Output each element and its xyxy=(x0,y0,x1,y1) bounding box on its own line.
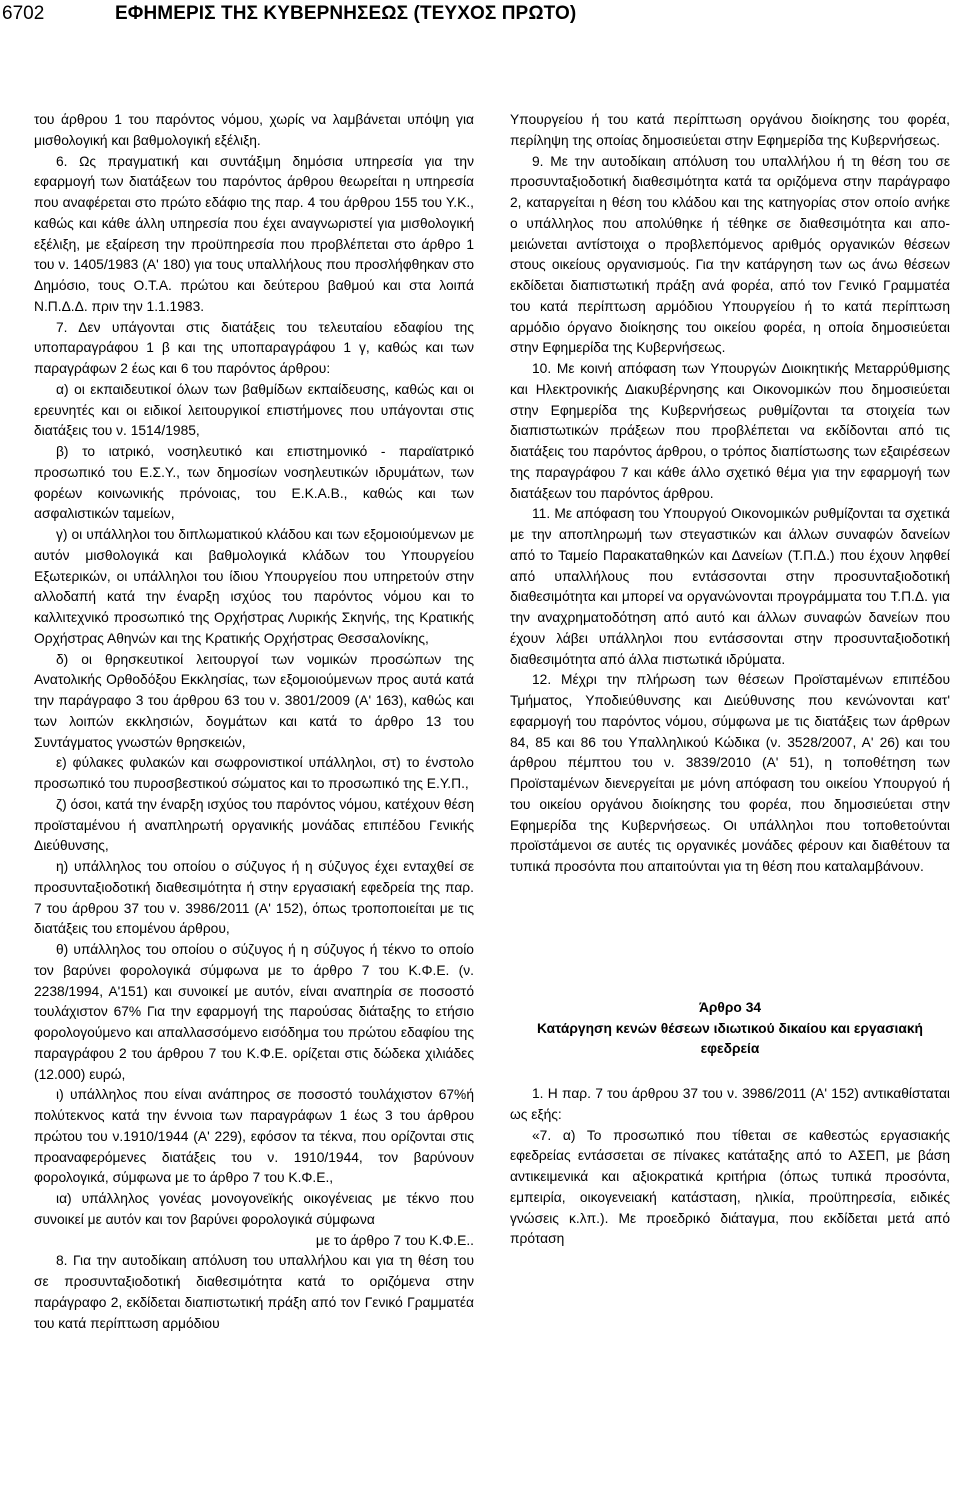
paragraph: ια) υπάλληλος γονέας μονογονεϊκής οικογένειας με τέκνο που συνοικεί με αυτόν και τον βαρύνει φορολογικά σύμφωνα xyxy=(34,1191,474,1227)
paragraph: 6. Ως πραγματική και συντάξιμη δημόσια υπηρεσία για την εφαρμογή των διατάξεων του παρόντος άρθρου θεωρείται η υπηρεσία που αναφέρεται στο πρώτο εδάφιο της παρ. 4 του άρθρου 155 του Υ.Κ., καθώς και κάθε άλλη υπηρεσία που έχει αναγνωριστεί για μισθολογική εξέλιξη, με εξαίρεση την προϋπηρεσία που προβλέπεται στο άρθρο 1 του ν. 1405/1983 (Α' 180) για τους υπαλλήλους που προσλήφθηκαν στο Δημόσιο, τους Ο.Τ.Α. πρώτου και δεύτερου βαθμού και στα λοιπά Ν.Π.Δ.Δ. πριν την 1.1.1983. xyxy=(34,153,474,314)
paragraph: ε) φύλακες φυλακών και σωφρονιστικοί υπάλληλοι, στ) το ένστολο προσωπικό του πυροσβεστικού σώματος και το προσωπικό της Ε.Υ.Π., xyxy=(34,755,474,791)
left-column xyxy=(34,110,474,1334)
paragraph: η) υπάλληλος του οποίου ο σύζυγος ή η σύζυγος έχει ενταχθεί σε προσυνταξιοδοτική διαθεσιμότητα ή στην εργασιακή εφεδρεία της παρ. 7 του άρθρου 37 του ν. 3986/2011 (Α' 152), όπως τροποποιείται με τις διατάξεις του επομένου άρθρου, xyxy=(34,859,474,937)
paragraph: θ) υπάλληλος του οποίου ο σύζυγος ή η σύζυγος ή τέκνο το οποίο τον βαρύνει φορολογικά σύμφωνα με το άρθρο 7 του Κ.Φ.Ε. (ν. 2238/1994, Α'151) και συνοικεί με αυτόν, είναι αναπηρία σε ποσοστό τουλάχιστον 67% Για την εφαρμογή της παρούσας διάταξης το ετήσιο φορολογούμενο και απαλλασσόμενο εισόδημα του πρώτου εδαφίου της παραγράφου 2 του άρθρου 7 του Κ.Φ.Ε. ορίζεται στις δώδεκα χιλιάδες (12.000) ευρώ, xyxy=(34,942,474,1082)
paragraph: 12. Μέχρι την πλήρωση των θέσεων Προϊσταμένων επιπέδου Τμήματος, Υποδιεύθυνσης και Διεύθυνσης που κενώνονται κατ' εφαρμογή του παρόντος νόμου, σύμφωνα με τις διατάξεις των άρθρων 84, 85 και 86 του Υπαλληλικού Κώδικα (ν. 3528/2007, Α' 26) και του άρθρου πέμπτου του ν. 3839/2010 (Α' 51), η τοποθέτηση των Προϊσταμένων διενεργείται με μόνη απόφαση του οικείου Υπουργού ή του οικείου οργάνου διοίκησης του φορέα, που δημοσιεύεται στην Εφημερίδα της Κυβερνήσεως. Οι υπάλληλοι που τοποθετούνται προϊστάμενοι σε αυτές τις οργανικές μονάδες φέρουν και διαθέτουν τα τυπικά προσόντα που απαιτούνται για τη θέση που καταλαμβάνουν. xyxy=(510,672,950,874)
article-title: Κατάργηση κενών θέσεων ιδιωτικού δικαίου και εργασιακή εφεδρεία xyxy=(537,1020,923,1057)
journal-title: ΕΦΗΜΕΡΙΣ ΤΗΣ ΚΥΒΕΡΝΗΣΕΩΣ (ΤΕΥΧΟΣ ΠΡΩΤΟ) xyxy=(115,3,577,24)
spacer xyxy=(510,1060,950,1084)
right-column xyxy=(510,110,950,1250)
page-header xyxy=(0,0,960,40)
paragraph: 7. Δεν υπάγονται στις διατάξεις του τελευταίου εδαφίου της υποπαραγράφου 1 β και της υποπαραγράφου 1 γ, καθώς και των παραγράφων 2 έως και 6 του παρόντος άρθρου: xyxy=(34,319,474,376)
paragraph: Υπουργείου ή του κατά περίπτωση οργάνου διοίκησης του φορέα, περίληψη της οποίας δημοσιεύεται στην Εφημερίδα της Κυβερνήσεως. xyxy=(510,112,950,148)
paragraph: 8. Για την αυτοδίκαιη απόλυση του υπαλλήλου και για τη θέση του σε προσυνταξιοδοτική διαθεσιμότητα κατά το οριζόμενα στην παράγραφο 2, εκδίδεται διαπιστωτική πράξη από τον Γενικό Γραμματέα του κατά περίπτωση αρμόδιου xyxy=(34,1253,474,1331)
spacer xyxy=(510,878,950,998)
page-number: 6702 xyxy=(2,3,45,24)
paragraph: α) οι εκπαιδευτικοί όλων των βαθμίδων εκπαίδευσης, καθώς και οι ερευνητές και οι ειδικοί λειτουργικοί επιστήμονες που υπάγονται στις διατάξεις του ν. 1514/1985, xyxy=(34,381,474,439)
paragraph: γ) οι υπάλληλοι του διπλωματικού κλάδου και των εξομοιούμενων με αυτόν μισθολογικά και βαθμολογικά κλάδων του Υπουργείου Εξωτερικών, οι υπάλληλοι του ίδιου Υπουργείου που υπηρετούν στην αλλοδαπή κατά την έναρξη ισχύος του παρόντος νόμου και το καλλιτεχνικό προσωπικό της Ορχήστρας Λυρικής Σκηνής, της Κρατικής Ορχήστρας Αθηνών και της Κρατικής Ορχήστρας Θεσσαλονίκης, xyxy=(34,527,474,646)
paragraph: με το άρθρο 7 του Κ.Φ.Ε.. xyxy=(315,1232,474,1248)
article-number: Άρθρο 34 xyxy=(698,999,762,1015)
paragraph: «7. α) Το προσωπικό που τίθεται σε καθεστώς εργασιακής εφεδρείας εντάσσεται σε πίνακες κατάταξης από το ΑΣΕΠ, με βάση αντικειμενικά και αξιοκρατικά κριτήρια (όπως τυπικά προσόντα, εμπειρία, οικογενειακή κατάσταση, ηλικία, προϋπηρεσία, ειδικές γνώσεις κ.λπ.). Με προεδρικό διάταγμα, που εκδίδεται μετά από πρόταση xyxy=(510,1127,950,1247)
paragraph: 11. Με απόφαση του Υπουργού Οικονομικών ρυθμίζονται τα σχετικά με την αποπληρωμή των στεγαστικών και άλλων συναφών δανείων από το Ταμείο Παρακαταθηκών και Δανείων (Τ.Π.Δ.) που έχουν ληφθεί από υπαλλήλους που εντάσσονται στην προσυνταξιοδοτική διαθεσιμότητα και μπορεί να οργανώνονται προγράμματα του Τ.Π.Δ. για την αναχρηματοδότηση από αυτό και άλλων συναφών δανείων που έχουν λάβει υπάλληλοι που εντάσσονται στην προσυνταξιοδοτική διαθεσιμότητα από άλλα πιστωτικά ιδρύματα. xyxy=(510,506,950,667)
paragraph: β) το ιατρικό, νοσηλευτικό και επιστημονικό - παραϊατρικό προσωπικό του Ε.Σ.Υ., των δημοσίων νοσηλευτικών ιδρυμάτων, των φορέων κοινωνικής πρόνοιας, του Ε.Κ.Α.Β., καθώς και των ασφαλιστικών ταμείων, xyxy=(34,444,474,522)
paragraph: 9. Με την αυτοδίκαιη απόλυση του υπαλλήλου ή τη θέση του σε προσυνταξιοδοτική διαθεσιμότητα κατά τα οριζόμενα στην παράγραφο 2, καταργείται η θέση του κλάδου και της κατηγορίας στον οποίο ανήκε ο υπάλληλος που απολύθηκε ή τέθηκε σε διαθεσιμότητα και απο-μειώνεται αντίστοιχα ο προβλεπόμενος αριθμός οργανικών θέσεων στους οικείους οργανισμούς. Για την κατάργηση των ως άνω θέσεων εκδίδεται διαπιστωτική πράξη ανά φορέα, από τον Γενικό Γραμματέα του κατά περίπτωση αρμόδιου Υπουργείου ή το κατά περίπτωση αρμόδιο όργανο διοίκησης του οικείου φορέα, η οποία δημοσιεύεται στην Εφημερίδα της Κυβερνήσεως. xyxy=(510,153,950,356)
paragraph: του άρθρου 1 του παρόντος νόμου, χωρίς να λαμβάνεται υπόψη για μισθολογική και βαθμολογική εξέλιξη. xyxy=(34,112,474,148)
paragraph: 10. Με κοινή απόφαση των Υπουργών Διοικητικής Μεταρρύθμισης και Ηλεκτρονικής Διακυβέρνησης και Οικονομικών που δημοσιεύεται στην Εφημερίδα της Κυβερνήσεως ρυθμίζονται τα στοιχεία των διαπιστωτικών πράξεων που προβλέπεται να εκδίδονται από τις διατάξεις του παρόντος άρθρου, ο τρόπος διαπίστωσης των εξαιρέσεων της παραγράφου 7 και κάθε άλλο σχετικό θέμα για την εφαρμογή των διατάξεων του παρόντος άρθρου. xyxy=(510,361,950,501)
paragraph: ι) υπάλληλος που είναι ανάπηρος σε ποσοστό τουλάχιστον 67%ή πολύτεκνος κατά την έννοια των παραγράφων 1 έως 3 του άρθρου πρώτου του ν.1910/1944 (Α' 229), εφόσον τα τέκνα, που ορίζονται στις προαναφερόμενες διατάξεις του ν. 1910/1944, τον βαρύνουν φορολογικά, σύμφωνα με το άρθρο 7 του Κ.Φ.Ε., xyxy=(34,1087,474,1186)
paragraph: δ) οι θρησκευτικοί λειτουργοί των νομικών προσώπων της Ανατολικής Ορθοδόξου Εκκλησίας, των εξομοιούμενων προς αυτά κατά την παράγραφο 3 του άρθρου 63 του ν. 3801/2009 (Α' 163), καθώς και των λοιπών εκκλησιών, δογμάτων και κατά το άρθρο 13 του Συντάγματος γνωστών θρησκειών, xyxy=(34,651,474,750)
paragraph: ζ) όσοι, κατά την έναρξη ισχύος του παρόντος νόμου, κατέχουν θέση προϊσταμένου ή αναπληρωτή οργανικής μονάδας επιπέδου Γενικής Διεύθυνσης, xyxy=(34,796,474,854)
paragraph: 1. Η παρ. 7 του άρθρου 37 του ν. 3986/2011 (Α' 152) αντικαθίσταται ως εξής: xyxy=(510,1086,950,1122)
